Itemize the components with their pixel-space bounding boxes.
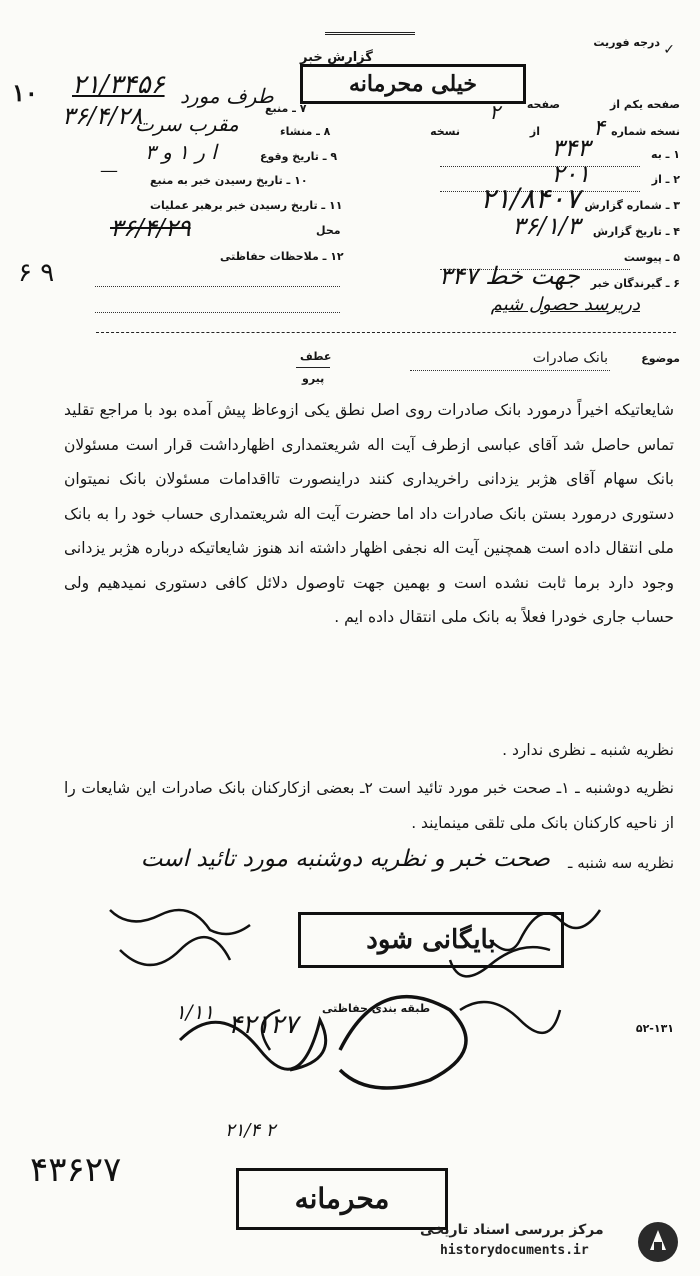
opinion-saturday: نظریه شنبه ـ نظری ندارد . [502,741,674,759]
from-value: ۲۰۱ [551,160,590,188]
title-rule [325,32,415,35]
followup-label: پیرو [302,372,325,385]
archive-stamp: بایگانی شود [298,912,564,968]
copy-of: از [529,125,540,138]
form-title: گزارش خبر [300,50,373,65]
margin-number: ۱۰ [12,78,38,107]
event-date-value: ا ر ۱ و ۳ [145,140,217,164]
classification-label: طبقه بندی حفاظتی [322,1002,431,1015]
archive-logo-icon [636,1220,680,1264]
event-date-label: ۹ ـ تاریخ وقوع [260,150,338,163]
top-handwritten-number: ۲۱/۳۴۵۶ [72,70,165,100]
copy-label: نسخه شماره [611,125,680,138]
recipients-value-2: دریرسد حصول شیم [490,294,640,315]
to-value: ۳۴۳ [551,134,590,162]
form-number: ۵۲-۱۳۱ [635,1022,674,1035]
recipients-label: ۶ ـ گیرندگان خبر [590,277,680,290]
watermark-url: historydocuments.ir [440,1243,589,1258]
page-of-value: ۲ [489,100,500,124]
place-label: محل [316,224,341,237]
dotline [440,166,640,167]
notes-label: ۱۲ ـ ملاحظات حفاظتی [220,250,344,263]
copy-word: نسخه [430,125,460,138]
recipients-value: ۳۴۷ جهت خط [438,262,580,290]
handwritten-number-1: ۴۲۱۲۷ [228,1010,298,1040]
source-value: طرف مورد [180,84,274,108]
source-label: ۷ ـ منبع [265,102,307,115]
classification-stamp: خیلی محرمانه [300,64,526,104]
to-label: ۱ ـ به [651,148,680,161]
left-margin-mark: ۶ ۹ [18,258,55,288]
origin-label: ۸ ـ منشاء [280,125,331,138]
page-label: صفحه یکم از [609,98,680,111]
attach-label: ۵ ـ پیوست [623,251,680,264]
dotline [95,286,340,287]
recv-source-label: ۱۰ ـ تاریخ رسیدن خبر به منبع [150,174,308,187]
report-date-label: ۴ ـ تاریخ گزارش [592,225,680,238]
report-date-value: ۳۶/۱/۳ [512,212,580,240]
confidential-stamp: محرمانه [236,1168,448,1230]
signature-date-1: ۱/۱۱ [175,1000,214,1024]
recv-ops-label: ۱۱ ـ تاریخ رسیدن خبر برهبر عملیات [150,199,343,212]
dotline [410,370,610,371]
signature-date-2: ۲۱/۴ ۲ [225,1120,276,1141]
page-total: صفحه [526,98,560,111]
copy-number: ۴ [593,116,605,141]
watermark-name: مرکز بررسی اسناد تاریخی [420,1222,604,1238]
opinion-monday: نظریه دوشنبه ـ ۱ـ صحت خبر مورد تائید است ۲ـ بعضی ازکارکنان بانک صادرات این شایعات را از ناحیه کارکنان بانک ملی تلقی مینمایند . [64,779,674,832]
body-paragraph: شایعاتیکه اخیراً درمورد بانک صادرات روی اصل نطق یکی ازوعاظ پیش آمده بود با مراجع تقلید تماس حاصل شد آقای عباسی ازطرف آیت اله شریعتمداری اظهارداشت قرار است مسئولان بانک سهام آقای هژبر یزدانی راخریداری کنند دراینصورت تااقدامات مسئولان بانک نمیتوان دستوری درمورد بستن بانک صادرات داد اما حضرت آیت اله شریعتمداری حساب خود را به بانک ملی انتقال داده است همچنین آیت اله نجفی اظهار داشته اند هنوز شایعاتیکه درباره هژبر یزدانی وجود دارد برما ثابت نشده است و بهمین جهت تاوصول دلائل کافی دستوری نمیدهیم ولی حساب جاری خودرا فعلاً به بانک ملی انتقال داده ایم . [64,401,674,626]
opinion-tuesday-label: نظریه سه شنبه ـ [568,854,674,872]
checkmark-icon: ✓ [663,42,675,58]
origin-value: مقرب سرت [135,112,239,136]
priority-label: درجه فوریت [593,36,660,49]
dotline [95,312,340,313]
ref-rule [296,367,330,368]
report-no-value: ۲۱/۸۴۰۷ [480,182,580,215]
report-no-label: ۳ ـ شماره گزارش [584,199,680,212]
top-handwritten-date: ۳۶/۴/۲۸ [62,102,143,130]
handwritten-number-2: ۴۳۶۲۷ [30,1150,122,1190]
recv-source-mark: — [100,160,118,181]
subject-value: بانک صادرات [532,350,608,366]
divider [96,332,676,333]
opinion-tuesday-handwritten: صحت خبر و نظریه دوشنبه مورد تائید است [140,846,550,872]
ref-label: عطف [300,350,332,363]
from-label: ۲ ـ از [651,173,680,186]
subject-label: موضوع [641,352,680,365]
recv-ops-value: ۳۶/۴/۲۹ [110,214,191,242]
